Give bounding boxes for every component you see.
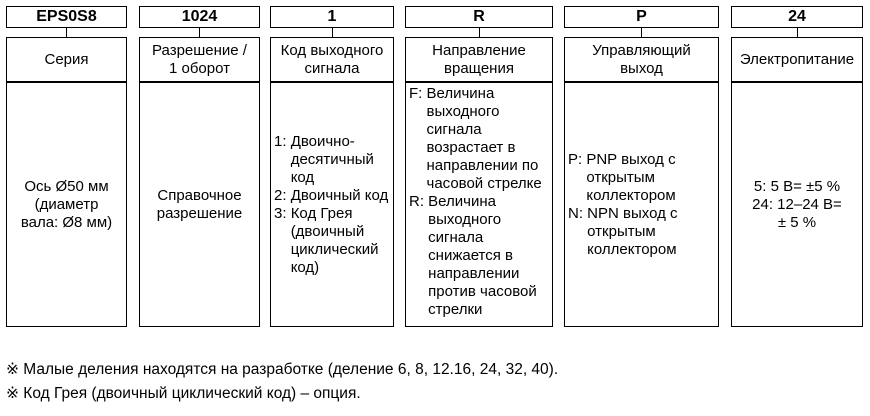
- header-series: [6, 37, 127, 82]
- header-rotation: Направление вращения: [405, 37, 553, 82]
- list-item-key: F:: [409, 85, 427, 102]
- header-series-label: Серия: [44, 50, 89, 68]
- list-item: [409, 85, 549, 193]
- code-resolution: 1024: [139, 6, 260, 28]
- body-series: Ось Ø50 мм (диаметр вала: Ø8 мм): [6, 82, 127, 327]
- list-item-key: 3:: [274, 204, 291, 222]
- body-control-output: [564, 82, 719, 327]
- code-series: EPS0S8: [6, 6, 127, 28]
- code-power: 24: [731, 6, 863, 28]
- connector-power: [797, 28, 798, 37]
- header-output-code: Код выходного сигнала: [270, 37, 394, 82]
- list-item: [274, 133, 390, 187]
- list-item-text: Величина выходного сигнала снижается в направлении против часовой стрелки: [428, 193, 537, 318]
- list-item-key: P:: [568, 150, 587, 168]
- list-item: [274, 187, 390, 205]
- footnote-gray-code: ※ Код Грея (двоичный циклический код) – опция.: [6, 385, 361, 402]
- header-resolution: Разрешение / 1 оборот: [139, 37, 260, 82]
- header-power: [731, 37, 863, 82]
- rotation-list: [406, 83, 552, 319]
- list-item-key: R:: [409, 193, 429, 210]
- connector-resolution: [199, 28, 200, 37]
- header-control-output: Управляющий выход: [564, 37, 719, 82]
- list-item-text: Код Грея (двоичный циклический код): [290, 204, 379, 276]
- connector-control-output: [641, 28, 642, 37]
- body-rotation: [405, 82, 553, 327]
- list-item: [568, 205, 715, 259]
- list-item-key: 1:: [274, 132, 291, 150]
- header-power-label: Электропитание: [739, 50, 855, 68]
- list-item-text: Величина выходного сигнала возрастает в направлении по часовой стрелке: [426, 85, 542, 192]
- list-item: [274, 205, 390, 277]
- body-power: 5: 5 В= ±5 % 24: 12–24 В= ± 5 %: [731, 82, 863, 327]
- output-code-list: [271, 133, 393, 277]
- connector-rotation: [479, 28, 480, 37]
- code-control-output: P: [564, 6, 719, 28]
- footnote-small-divisions: ※ Малые деления находятся на разработке (деление 6, 8, 12.16, 24, 32, 40).: [6, 361, 559, 378]
- list-item-text: NPN выход с открытым коллектором: [587, 204, 678, 258]
- code-rotation: R: [405, 6, 553, 28]
- list-item: [568, 151, 715, 205]
- list-item-key: 2:: [274, 186, 291, 204]
- connector-series: [66, 28, 67, 37]
- control-output-list: [565, 151, 718, 259]
- list-item-key: N:: [568, 204, 588, 222]
- connector-output-code: [332, 28, 333, 37]
- list-item-text: Двоичный код: [290, 186, 389, 204]
- code-output-code: 1: [270, 6, 394, 28]
- list-item: [409, 193, 549, 319]
- list-item-text: Двоично-десятичный код: [290, 132, 374, 186]
- body-resolution: Справочное разрешение: [139, 82, 260, 327]
- list-item-text: PNP выход с открытым коллектором: [586, 150, 676, 204]
- body-output-code: [270, 82, 394, 327]
